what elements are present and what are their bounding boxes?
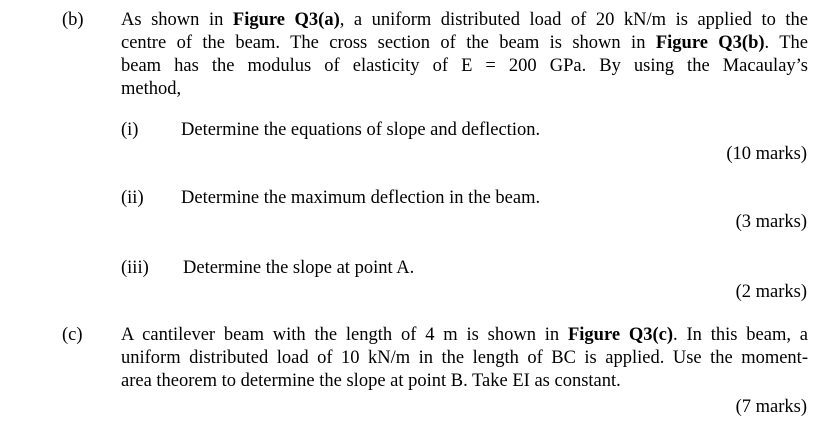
part-c-marks: (7 marks)	[735, 397, 807, 417]
part-b-line-2-text-end: . The	[764, 33, 808, 53]
part-c-label: (c)	[62, 325, 83, 345]
part-b-line-1-text-end: , a uniform distributed load of 20 kN/m is applied to the	[339, 10, 808, 30]
part-c-paragraph	[121, 324, 808, 393]
sub-item-ii-text: Determine the maximum deflection in the beam.	[181, 188, 541, 208]
sub-item-iii-text: Determine the slope at point A.	[183, 258, 415, 278]
figure-ref-q3c: Figure Q3(c)	[567, 325, 674, 345]
sub-item-i-text: Determine the equations of slope and deflection.	[181, 120, 541, 140]
part-c-line-1	[121, 324, 808, 347]
part-b-line-2	[121, 32, 808, 55]
sub-item-ii-number: (ii)	[121, 188, 144, 208]
sub-item-iii-number: (iii)	[121, 258, 149, 278]
part-c-line-1-text-end: . In this beam, a	[673, 325, 808, 345]
sub-item-ii-marks: (3 marks)	[735, 212, 807, 232]
part-b-line-4: method,	[121, 79, 182, 99]
figure-ref-q3a: Figure Q3(a)	[232, 10, 340, 30]
part-b-paragraph	[121, 9, 808, 101]
part-b-label: (b)	[62, 10, 84, 30]
part-b-line-2-text: centre of the beam. The cross section of the beam is shown in	[121, 33, 656, 53]
part-b-line-1-text: As shown in	[121, 10, 233, 30]
part-c-line-1-text: A cantilever beam with the length of 4 m is shown in	[121, 325, 568, 345]
part-b-line-1	[121, 9, 808, 32]
sub-item-i-number: (i)	[121, 120, 139, 140]
part-c-line-2: uniform distributed load of 10 kN/m in the length of BC is applied. Use the moment-	[121, 348, 808, 368]
sub-item-i-marks: (10 marks)	[726, 144, 807, 164]
part-c-line-3: area theorem to determine the slope at point B. Take EI as constant.	[121, 371, 621, 391]
figure-ref-q3b: Figure Q3(b)	[655, 33, 765, 53]
sub-item-iii-marks: (2 marks)	[735, 282, 807, 302]
part-b-line-3: beam has the modulus of elasticity of E = 200 GPa. By using the Macaulay’s	[121, 56, 808, 76]
